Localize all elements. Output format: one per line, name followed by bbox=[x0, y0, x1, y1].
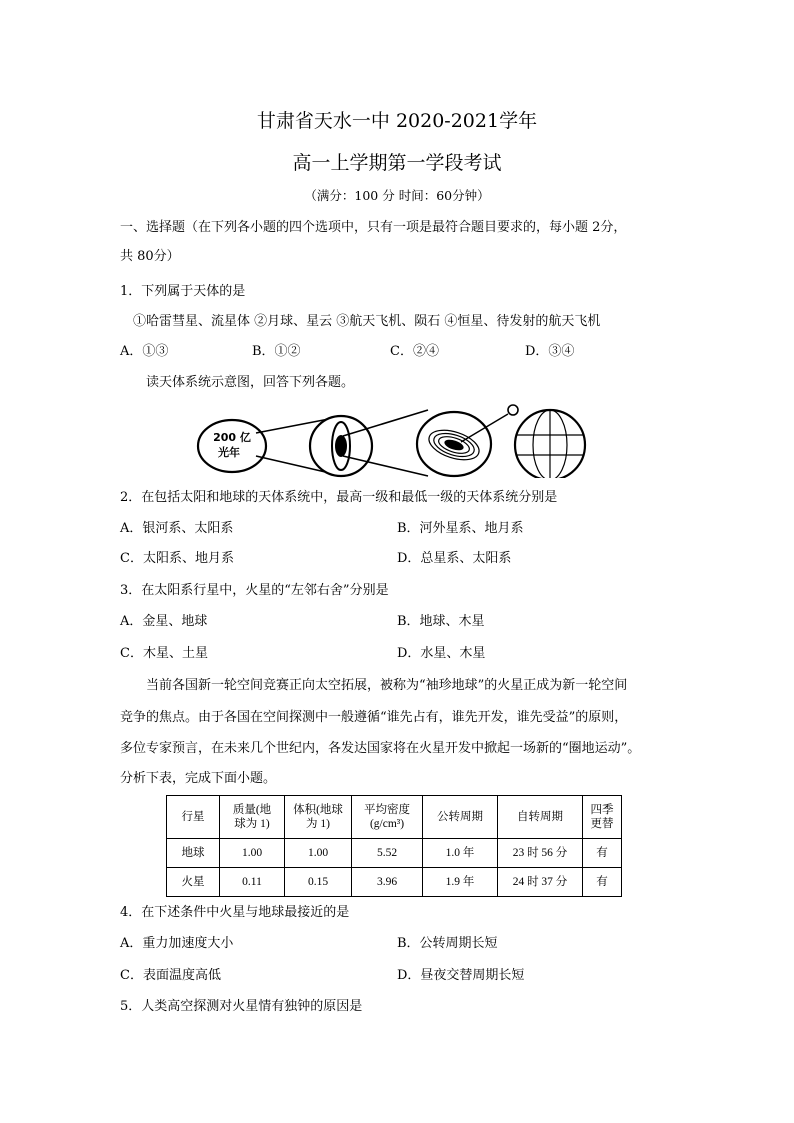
moon-circle bbox=[508, 405, 518, 415]
table-header-mass bbox=[220, 796, 285, 839]
q1-option-d: D．③④ bbox=[525, 344, 575, 359]
table-header-text: 自转周期 bbox=[517, 811, 563, 823]
table-cell: 火星 bbox=[167, 868, 220, 897]
table-cell: 1.0 年 bbox=[423, 839, 498, 868]
q1-option-c: C．②④ bbox=[390, 344, 439, 359]
planet-comparison-table bbox=[166, 795, 622, 897]
table-header-planet bbox=[167, 796, 220, 839]
q2-option-b: B．河外星系、地月系 bbox=[397, 521, 524, 536]
q5-stem: 5．人类高空探测对火星情有独钟的原因是 bbox=[120, 999, 363, 1014]
section-heading-line-2: 共 80分） bbox=[120, 249, 180, 264]
table-header-text: (g/cm³) bbox=[369, 818, 405, 830]
table-header-text: 更替 bbox=[590, 818, 614, 830]
passage-line-2: 竞争的焦点。由于各国在空间探测中一般遵循“谁先占有，谁先开发，谁先受益”的原则， bbox=[120, 710, 628, 725]
table-header-text: 行星 bbox=[181, 811, 205, 823]
diagram-label-line-2: 光年 bbox=[218, 446, 240, 459]
q1-option-b: B．①② bbox=[252, 344, 301, 359]
table-cell: 有 bbox=[583, 868, 622, 897]
table-header-text: 四季 bbox=[590, 804, 614, 816]
table-header-text: 公转周期 bbox=[437, 811, 483, 823]
q1-option-a: A．①③ bbox=[120, 344, 169, 359]
table-header-text: 为 1) bbox=[306, 818, 330, 830]
q4-option-d: D．昼夜交替周期长短 bbox=[397, 968, 525, 983]
table-cell: 3.96 bbox=[352, 868, 423, 897]
q4-option-a: A．重力加速度大小 bbox=[120, 936, 234, 951]
table-header-rotation bbox=[498, 796, 583, 839]
table-header-text: 球为 1) bbox=[234, 818, 270, 830]
q1-items: ①哈雷彗星、流星体 ②月球、星云 ③航天飞机、陨石 ④恒星、待发射的航天飞机 bbox=[133, 314, 601, 329]
table-cell: 1.00 bbox=[285, 839, 352, 868]
q4-option-b: B．公转周期长短 bbox=[397, 936, 498, 951]
celestial-system-diagram bbox=[196, 398, 596, 478]
title-line-2: 高一上学期第一学段考试 bbox=[292, 152, 502, 174]
exam-info: （满分：100 分 时间：60分钟） bbox=[304, 188, 490, 203]
table-header-text: 平均密度 bbox=[364, 804, 410, 816]
q3-option-a: A．金星、地球 bbox=[120, 614, 208, 629]
table-header-text: 体积(地球 bbox=[293, 804, 343, 816]
table-header-seasons bbox=[583, 796, 622, 839]
table-header-volume bbox=[285, 796, 352, 839]
passage-line-3: 多位专家预言，在未来几个世纪内，各发达国家将在火星开发中掀起一场新的“圈地运动”。 bbox=[120, 741, 641, 756]
table-row bbox=[167, 868, 622, 897]
q1-stem: 1．下列属于天体的是 bbox=[120, 284, 246, 299]
q3-option-d: D．水星、木星 bbox=[397, 646, 486, 661]
table-header-row bbox=[167, 796, 622, 839]
title-line-1: 甘肃省天水一中 2020-2021学年 bbox=[256, 110, 538, 132]
table-cell: 23 时 56 分 bbox=[498, 839, 583, 868]
passage-line-1: 当前各国新一轮空间竞赛正向太空拓展，被称为“袖珍地球”的火星正成为新一轮空间 bbox=[146, 678, 628, 693]
diagram-label-line-1: 200 亿 bbox=[213, 431, 251, 444]
table-cell: 24 时 37 分 bbox=[498, 868, 583, 897]
table-header-density bbox=[352, 796, 423, 839]
diagram-intro: 读天体系统示意图，回答下列各题。 bbox=[146, 375, 355, 390]
section-heading-line-1: 一、选择题（在下列各小题的四个选项中，只有一项是最符合题目要求的，每小题 2分， bbox=[120, 220, 627, 235]
q3-option-b: B．地球、木星 bbox=[397, 614, 485, 629]
q4-option-c: C．表面温度高低 bbox=[120, 968, 221, 983]
q3-option-c: C．木星、土星 bbox=[120, 646, 208, 661]
table-cell: 5.52 bbox=[352, 839, 423, 868]
table-cell: 有 bbox=[583, 839, 622, 868]
table-cell: 1.9 年 bbox=[423, 868, 498, 897]
table-cell: 0.11 bbox=[220, 868, 285, 897]
table-cell: 1.00 bbox=[220, 839, 285, 868]
table-row bbox=[167, 839, 622, 868]
q4-stem: 4．在下述条件中火星与地球最接近的是 bbox=[120, 905, 350, 920]
q2-stem: 2．在包括太阳和地球的天体系统中，最高一级和最低一级的天体系统分别是 bbox=[120, 490, 558, 505]
q2-option-c: C．太阳系、地月系 bbox=[120, 551, 234, 566]
q2-option-a: A．银河系、太阳系 bbox=[120, 521, 234, 536]
passage-line-4: 分析下表，完成下面小题。 bbox=[120, 771, 277, 786]
table-cell: 地球 bbox=[167, 839, 220, 868]
table-header-revolution bbox=[423, 796, 498, 839]
table-header-text: 质量(地 bbox=[232, 804, 272, 816]
table-cell: 0.15 bbox=[285, 868, 352, 897]
q2-option-d: D．总星系、太阳系 bbox=[397, 551, 512, 566]
q3-stem: 3．在太阳系行星中，火星的“左邻右舍”分别是 bbox=[120, 583, 389, 598]
